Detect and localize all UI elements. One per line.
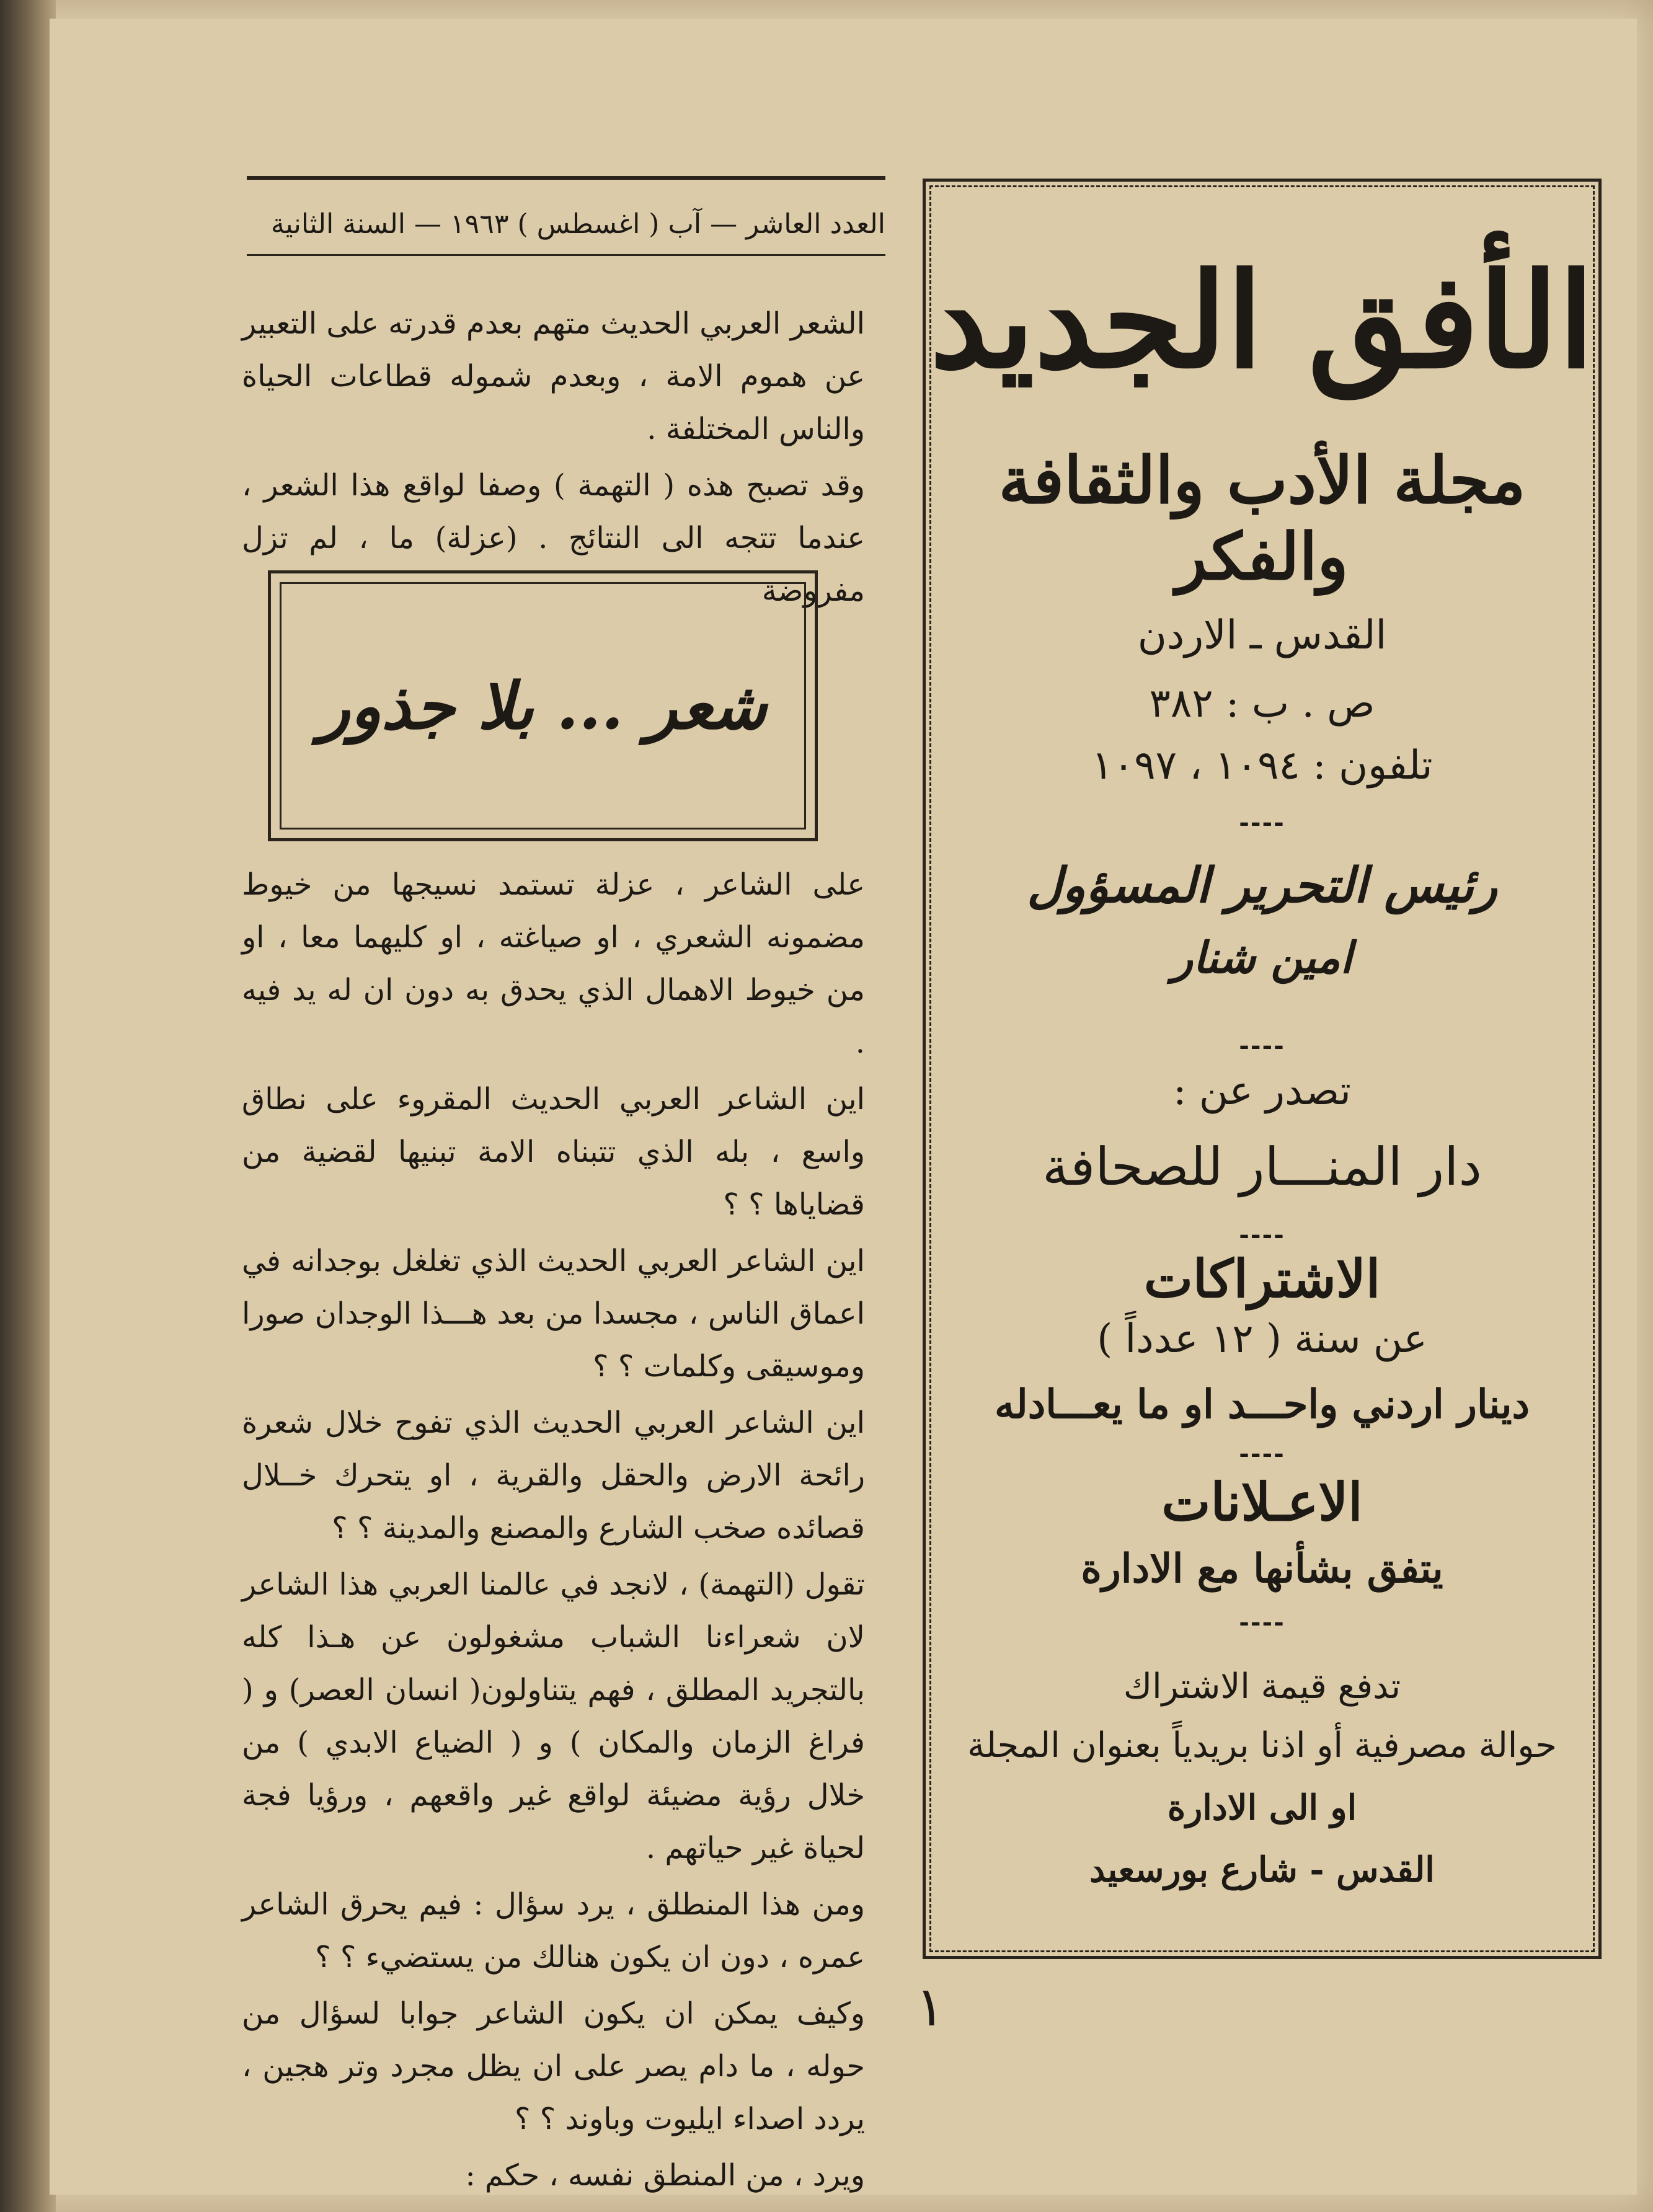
address: القدس - شارع بورسعيد bbox=[1089, 1849, 1435, 1890]
ads-note: يتفق بشأنها مع الادارة bbox=[1081, 1546, 1443, 1592]
header-rule-bottom bbox=[247, 254, 885, 256]
paragraph-8: ويرد ، من المنطق نفسه ، حكم : bbox=[465, 2158, 865, 2193]
payment-line-3: او الى الادارة bbox=[1167, 1787, 1357, 1828]
book-binding bbox=[0, 0, 56, 2212]
paragraph-2: اين الشاعر العربي الحديث المقروء على نطاق واسع ، بله الذي تتبناه الامة تبنيها لقضية من قضاياها ؟ ؟ bbox=[242, 1082, 865, 1222]
separator-3: ---- bbox=[1239, 1220, 1285, 1249]
phone: تلفون : ١٠٩٤ ، ١٠٩٧ bbox=[1091, 743, 1433, 789]
ads-title: الاعـلانات bbox=[1161, 1471, 1363, 1533]
editor-name: امين شنار bbox=[1172, 932, 1352, 983]
page-number: ١ bbox=[915, 1975, 945, 2038]
separator-4: ---- bbox=[1239, 1439, 1285, 1468]
masthead-box bbox=[923, 179, 1602, 1959]
separator-1: ---- bbox=[1239, 808, 1285, 837]
payment-line-2: حوالة مصرفية أو اذنا بريدياً بعنوان المجلة bbox=[967, 1725, 1557, 1766]
paragraph-1: على الشاعر ، عزلة تستمد نسيجها من خيوط مضمونه الشعري ، او صياغته ، او كليهما معا ، او من خيوط الاهمال الذي يحدق به دون ان له يد فيه . bbox=[242, 867, 865, 1060]
issued-by-label: تصدر عن : bbox=[1173, 1068, 1351, 1114]
publisher: دار المنـــار للصحافة bbox=[1042, 1136, 1482, 1197]
article-body bbox=[242, 859, 865, 2206]
magazine-subtitle: مجلة الأدب والثقافة والفكر bbox=[998, 442, 1526, 595]
article-title: شعر ... بلا جذور bbox=[280, 582, 806, 830]
paragraph-6: ومن هذا المنطلق ، يرد سؤال : فيم يحرق الشاعر عمره ، دون ان يكون هنالك من يستضيء ؟ ؟ bbox=[242, 1887, 865, 1975]
subscriptions-title: الاشتراكات bbox=[1143, 1248, 1381, 1309]
paragraph-4: اين الشاعر العربي الحديث الذي تفوح خلال شعرة رائحة الارض والحقل والقرية ، او يتحرك خــلال قصائده صخب الشارع والمصنع والمدينة ؟ ؟ bbox=[242, 1405, 865, 1546]
subscription-period: عن سنة ( ١٢ عدداً ) bbox=[1097, 1316, 1427, 1362]
payment-line-1: تدفع قيمة الاشتراك bbox=[1123, 1666, 1401, 1707]
magazine-logo: الأفق الجديد bbox=[929, 244, 1595, 397]
intro-paragraph-1: الشعر العربي الحديث متهم بعدم قدرته على التعبير عن هموم الامة ، وبعدم شموله قطاعات الحياة والناس المختلفة . bbox=[242, 306, 865, 446]
paragraph-5: تقول (التهمة) ، لانجد في عالمنا العربي هذا الشاعر لان شعراءنا الشباب مشغولون عن هـذا كله بالتجريد المطلق ، فهم يتناولون( انسان العصر) و ( فراغ الزمان والمكان ) و ( الضياع الابدي ) من خلال رؤية مضيئة لواقع غير واقعهم ، ورؤيا فجة لحياة غير حياتهم . bbox=[242, 1567, 865, 1865]
po-box: ص . ب : ٣٨٢ bbox=[1149, 681, 1375, 727]
header-rule-top bbox=[247, 176, 885, 180]
title-frame bbox=[268, 570, 818, 841]
separator-5: ---- bbox=[1239, 1608, 1285, 1637]
subscription-price: دينار اردني واحـــد او ما يعـــادله bbox=[994, 1381, 1530, 1428]
separator-2: ---- bbox=[1239, 1031, 1285, 1060]
editor-title: رئيس التحرير المسؤول bbox=[1027, 857, 1497, 914]
location: القدس ـ الاردن bbox=[1137, 613, 1387, 658]
issue-line: العدد العاشر — آب ( اغسطس ) ١٩٦٣ — السنة الثانية bbox=[270, 208, 885, 240]
intro-paragraph-2: وقد تصبح هذه ( التهمة ) وصفا لواقع هذا الشعر ، عندما تتجه الى النتائج . (عزلة) ما ، لم تزل مفروضة bbox=[242, 468, 865, 608]
paragraph-7: وكيف يمكن ان يكون الشاعر جوابا لسؤال من حوله ، ما دام يصر على ان يظل مجرد وتر هجين ، يردد اصداء ايليوت وباوند ؟ ؟ bbox=[242, 1996, 865, 2136]
paragraph-3: اين الشاعر العربي الحديث الذي تغلغل بوجدانه في اعماق الناس ، مجسدا من بعد هـــذا الوجدان صورا وموسيقى وكلمات ؟ ؟ bbox=[242, 1244, 865, 1384]
